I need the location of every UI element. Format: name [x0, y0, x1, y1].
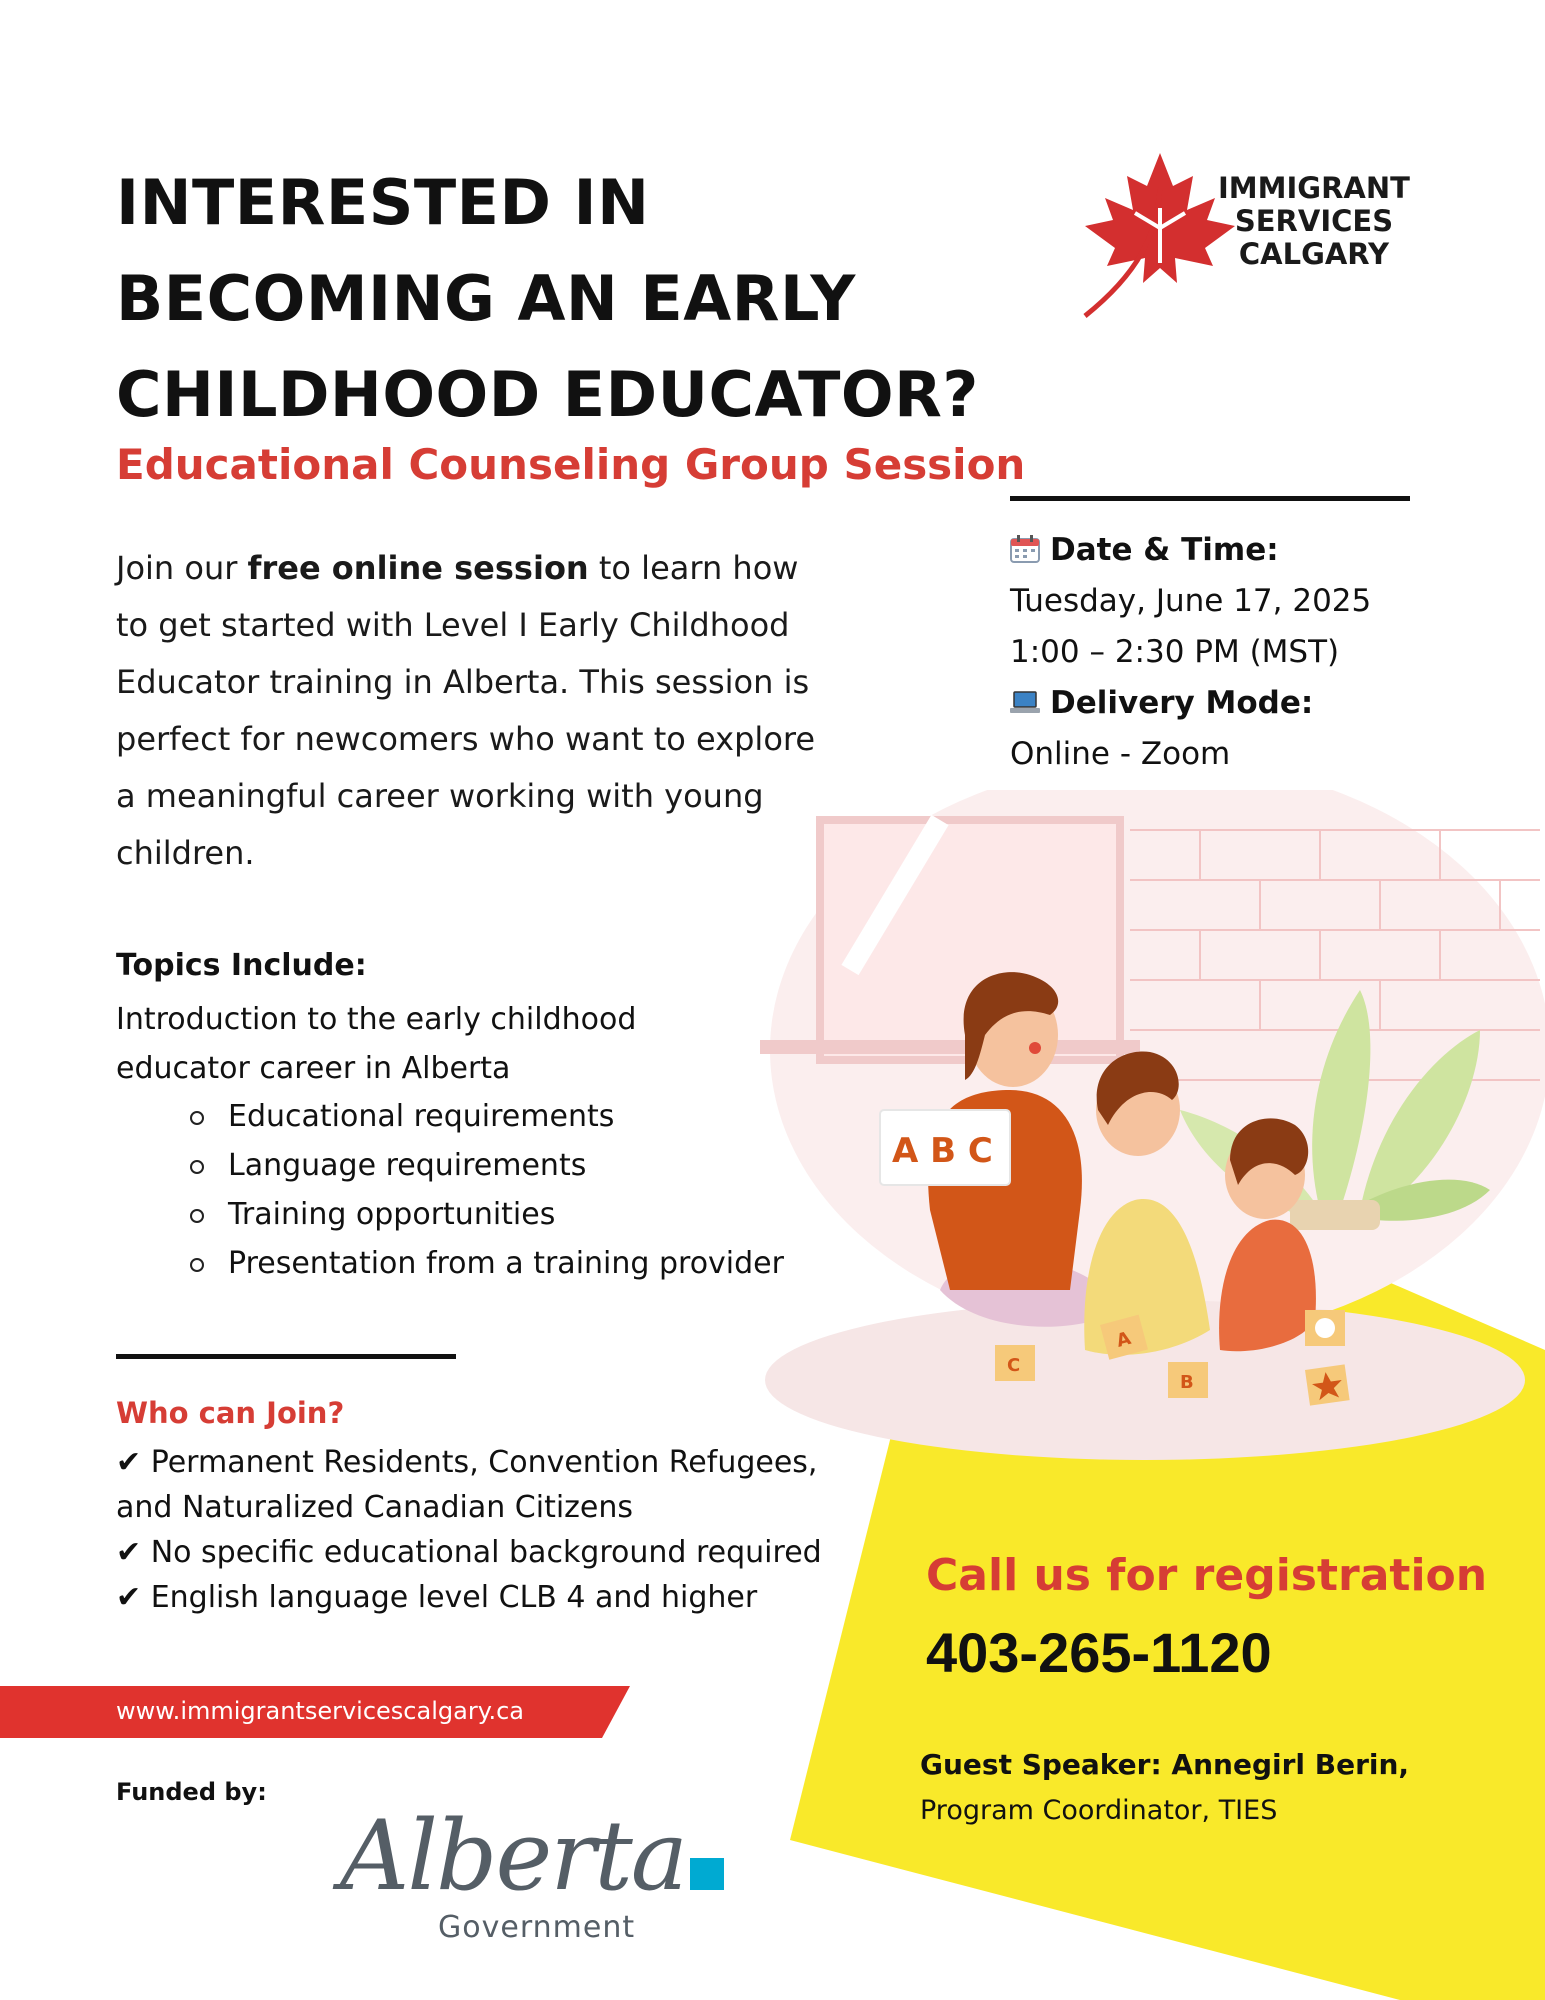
- organization-name: [1218, 172, 1410, 271]
- who-item: [116, 1530, 876, 1575]
- delivery-mode-label: Delivery Mode:: [1050, 685, 1314, 721]
- headline-line-2: BECOMING AN EARLY: [116, 262, 856, 335]
- subtitle: Educational Counseling Group Session: [116, 440, 1026, 489]
- who-item-text: English language level CLB 4 and higher: [150, 1580, 758, 1615]
- topics-list: [188, 1092, 784, 1288]
- who-divider: [116, 1354, 456, 1359]
- event-date: Tuesday, June 17, 2025: [1010, 583, 1372, 619]
- alberta-logo-square: [690, 1858, 724, 1890]
- checkmark-icon: ✔: [116, 1535, 142, 1570]
- topic-item: Presentation from a training provider: [188, 1239, 784, 1288]
- intro-bold: free online session: [247, 549, 589, 587]
- block-b-text: B: [1180, 1372, 1194, 1393]
- headline-line-1: INTERESTED IN: [116, 166, 650, 239]
- checkmark-icon: ✔: [116, 1580, 142, 1615]
- who-item: [116, 1575, 876, 1620]
- guest-speaker-role: Program Coordinator, TIES: [920, 1795, 1278, 1826]
- topic-item: Language requirements: [188, 1141, 784, 1190]
- who-item-text: Permanent Residents, Convention Refugees, and Naturalized Canadian Citizens: [116, 1445, 818, 1525]
- phone-number[interactable]: 403-265-1120: [926, 1621, 1272, 1684]
- org-name-line-3: CALGARY: [1238, 237, 1390, 271]
- topics-intro: Introduction to the early childhood educator career in Alberta: [116, 1002, 637, 1086]
- intro-paragraph: [116, 540, 816, 882]
- intro-before: Join our: [116, 549, 248, 587]
- who-item: [116, 1440, 876, 1530]
- abc-card-text: A B C: [892, 1131, 993, 1171]
- checkmark-icon: ✔: [116, 1445, 142, 1480]
- who-heading: Who can Join?: [116, 1396, 345, 1430]
- intro-after: to learn how to get started with Level I Early Childhood Educator training in Alberta. This session is perfect for newcomers who want to explore a meaningful career working with young children.: [116, 549, 816, 872]
- date-divider: [1010, 496, 1410, 501]
- delivery-mode: Online - Zoom: [1010, 736, 1231, 772]
- topics-heading: Topics Include:: [116, 948, 367, 983]
- laptop-icon: [1010, 688, 1040, 716]
- date-label: Date & Time:: [1050, 532, 1279, 568]
- topic-item: Educational requirements: [188, 1092, 784, 1141]
- block-a-text: A: [1114, 1327, 1134, 1352]
- website-link[interactable]: www.immigrantservicescalgary.ca: [116, 1697, 524, 1725]
- registration-heading: Call us for registration: [926, 1550, 1488, 1601]
- event-details: [1010, 525, 1470, 780]
- topic-item: Training opportunities: [188, 1190, 784, 1239]
- block-c-text: C: [1007, 1355, 1021, 1376]
- guest-speaker-name: Guest Speaker: Annegirl Berin,: [920, 1748, 1410, 1781]
- org-name-line-2: SERVICES: [1234, 204, 1394, 238]
- event-time: 1:00 – 2:30 PM (MST): [1010, 634, 1340, 670]
- classroom-illustration: [760, 790, 1545, 1490]
- headline-line-3: CHILDHOOD EDUCATOR?: [116, 358, 979, 431]
- headline: [116, 155, 1016, 443]
- org-name-line-1: IMMIGRANT: [1218, 171, 1410, 205]
- calendar-icon: [1010, 535, 1040, 563]
- who-list: [116, 1440, 876, 1620]
- alberta-wordmark: Alberta: [340, 1800, 686, 1912]
- who-item-text: No specific educational background required: [150, 1535, 822, 1570]
- alberta-government-label: Government: [438, 1910, 636, 1945]
- funded-by-label: Funded by:: [116, 1778, 267, 1806]
